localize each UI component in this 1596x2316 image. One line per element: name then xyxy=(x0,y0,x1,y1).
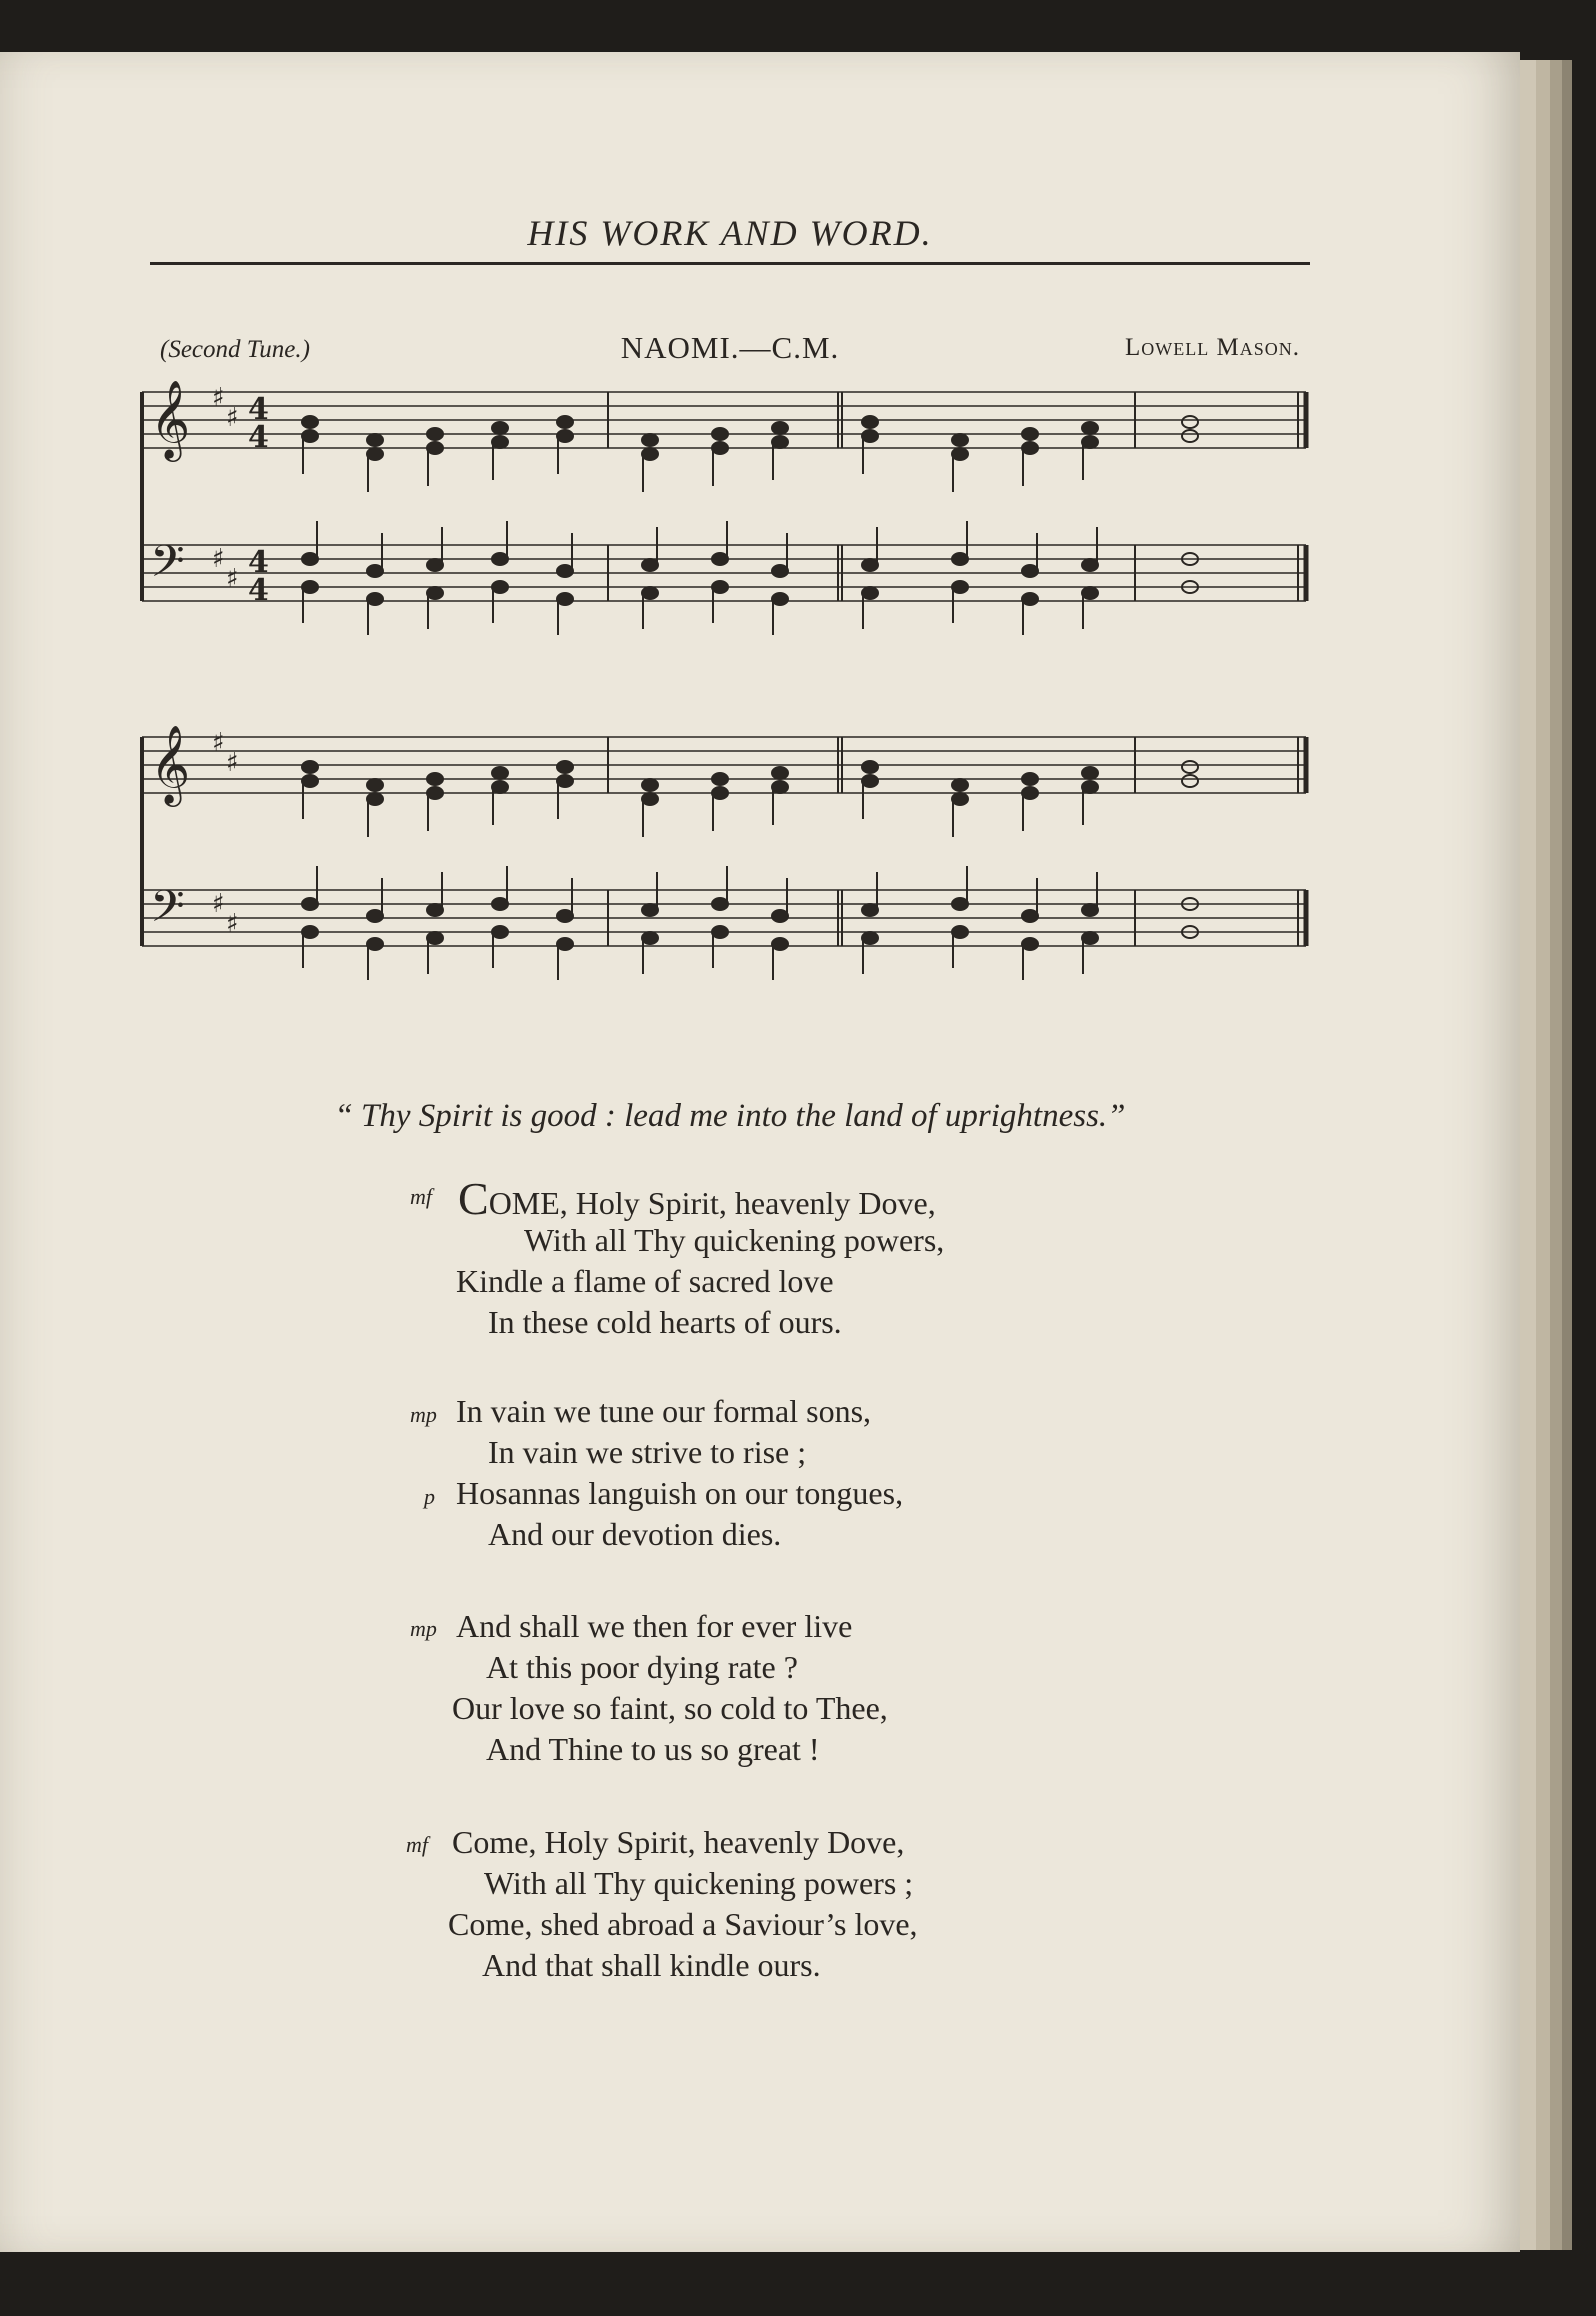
note-head xyxy=(367,793,383,805)
time-signature-top: 4 xyxy=(248,392,269,427)
tune-label: (Second Tune.) xyxy=(160,336,310,363)
bass-clef: 𝄢 xyxy=(150,880,185,943)
note-head xyxy=(367,434,383,446)
note-head xyxy=(1082,422,1098,434)
note-head xyxy=(1022,787,1038,799)
note-head xyxy=(1022,565,1038,577)
note-head xyxy=(712,581,728,593)
key-sharp: ♯ xyxy=(226,909,239,939)
note-head xyxy=(1082,781,1098,793)
verse-line: Come, shed abroad a Saviour’s love, xyxy=(448,1906,918,1942)
music-staff-system xyxy=(130,725,1320,1015)
note-head xyxy=(642,932,658,944)
note-head xyxy=(1082,436,1098,448)
note-head xyxy=(862,761,878,773)
note-head xyxy=(492,422,508,434)
dynamic-mark: p xyxy=(424,1484,435,1509)
note-head xyxy=(952,434,968,446)
treble-clef: 𝄞 xyxy=(150,380,191,459)
note-head xyxy=(772,422,788,434)
note-head xyxy=(642,559,658,571)
note-head xyxy=(367,910,383,922)
verse-line: And shall we then for ever live xyxy=(456,1608,853,1644)
page-edge xyxy=(1536,60,1550,2250)
note-head xyxy=(642,904,658,916)
note-head xyxy=(557,593,573,605)
note-head xyxy=(712,442,728,454)
note-head xyxy=(302,898,318,910)
verse-line: In vain we strive to rise ; xyxy=(488,1434,807,1470)
note-head xyxy=(1082,767,1098,779)
header-rule xyxy=(150,262,1310,265)
note-head xyxy=(952,898,968,910)
key-sharp: ♯ xyxy=(212,889,225,919)
note-head xyxy=(367,565,383,577)
note-head xyxy=(427,587,443,599)
note-head xyxy=(1182,430,1198,442)
tune-name: NAOMI.—C.M. xyxy=(620,330,840,365)
note-head xyxy=(492,553,508,565)
key-sharp: ♯ xyxy=(226,564,239,594)
key-sharp: ♯ xyxy=(212,544,225,574)
dynamic-mark: mp xyxy=(410,1616,437,1641)
note-head xyxy=(302,581,318,593)
note-head xyxy=(557,430,573,442)
music-score-system-2 xyxy=(130,725,1320,1015)
verse-line: Our love so faint, so cold to Thee, xyxy=(452,1690,888,1726)
dynamic-mark: mf xyxy=(410,1184,432,1209)
note-head xyxy=(492,767,508,779)
note-head xyxy=(1022,910,1038,922)
note-head xyxy=(492,436,508,448)
running-header: HIS WORK AND WORD. xyxy=(527,213,933,253)
note-head xyxy=(862,416,878,428)
music-staff-system xyxy=(130,380,1320,670)
note-head xyxy=(492,898,508,910)
verse-line: In vain we tune our formal sons, xyxy=(456,1393,872,1429)
note-head xyxy=(1022,773,1038,785)
verse-line: And that shall kindle ours. xyxy=(482,1947,821,1983)
note-head xyxy=(557,938,573,950)
time-signature-bottom: 4 xyxy=(248,573,269,608)
note-head xyxy=(557,565,573,577)
note-head xyxy=(772,910,788,922)
note-head xyxy=(1182,416,1198,428)
note-head xyxy=(1082,587,1098,599)
page-edge xyxy=(1520,60,1536,2250)
note-head xyxy=(492,926,508,938)
note-head xyxy=(952,926,968,938)
note-head xyxy=(1082,932,1098,944)
note-head xyxy=(1182,775,1198,787)
note-head xyxy=(1022,428,1038,440)
note-head xyxy=(1022,593,1038,605)
note-head xyxy=(427,787,443,799)
note-head xyxy=(302,416,318,428)
note-head xyxy=(427,773,443,785)
note-head xyxy=(642,448,658,460)
verse-line: Come, Holy Spirit, heavenly Dove, xyxy=(452,1824,905,1860)
note-head xyxy=(712,428,728,440)
note-head xyxy=(302,553,318,565)
note-head xyxy=(772,767,788,779)
note-head xyxy=(302,926,318,938)
music-score-system-1 xyxy=(130,380,1320,670)
note-head xyxy=(427,428,443,440)
epigraph: “ Thy Spirit is good : lead me into the land of uprightness.” xyxy=(334,1098,1126,1134)
note-head xyxy=(1022,442,1038,454)
note-head xyxy=(952,448,968,460)
note-head xyxy=(1082,904,1098,916)
note-head xyxy=(712,773,728,785)
dynamic-mark: mp xyxy=(410,1402,437,1427)
note-head xyxy=(427,559,443,571)
verse-line: Hosannas languish on our tongues, xyxy=(456,1475,904,1511)
note-head xyxy=(952,553,968,565)
verse-line: And our devotion dies. xyxy=(488,1516,782,1552)
note-head xyxy=(1022,938,1038,950)
note-head xyxy=(642,587,658,599)
note-head xyxy=(862,587,878,599)
note-head xyxy=(642,434,658,446)
verse-line: With all Thy quickening powers ; xyxy=(484,1865,914,1901)
note-head xyxy=(642,779,658,791)
note-head xyxy=(772,781,788,793)
note-head xyxy=(1082,559,1098,571)
note-head xyxy=(367,779,383,791)
note-head xyxy=(952,581,968,593)
note-head xyxy=(557,775,573,787)
note-head xyxy=(862,430,878,442)
note-head xyxy=(712,787,728,799)
note-head xyxy=(642,793,658,805)
note-head xyxy=(952,779,968,791)
verse-line: In these cold hearts of ours. xyxy=(488,1304,842,1340)
note-head xyxy=(302,775,318,787)
dynamic-mark: mf xyxy=(406,1832,428,1857)
note-head xyxy=(427,442,443,454)
note-head xyxy=(952,793,968,805)
key-sharp: ♯ xyxy=(226,403,239,433)
note-head xyxy=(492,781,508,793)
note-head xyxy=(427,904,443,916)
tune-composer: Lowell Mason. xyxy=(1125,334,1300,361)
note-head xyxy=(862,932,878,944)
note-head xyxy=(862,559,878,571)
verse-line: At this poor dying rate ? xyxy=(486,1649,798,1685)
note-head xyxy=(367,938,383,950)
note-head xyxy=(772,436,788,448)
note-head xyxy=(712,926,728,938)
page-edge xyxy=(1550,60,1562,2250)
note-head xyxy=(1182,761,1198,773)
note-head xyxy=(367,448,383,460)
verse-line: With all Thy quickening powers, xyxy=(524,1222,945,1258)
note-head xyxy=(557,416,573,428)
note-head xyxy=(712,553,728,565)
note-head xyxy=(772,565,788,577)
treble-clef: 𝄞 xyxy=(150,725,191,804)
note-head xyxy=(492,581,508,593)
tune-heading xyxy=(160,330,1300,370)
note-head xyxy=(427,932,443,944)
key-sharp: ♯ xyxy=(212,728,225,758)
note-head xyxy=(557,910,573,922)
verse-line: Kindle a flame of sacred love xyxy=(456,1263,834,1299)
page-edge xyxy=(1562,60,1572,2250)
verse-line: COME, Holy Spirit, heavenly Dove, xyxy=(458,1173,936,1224)
note-head xyxy=(712,898,728,910)
key-sharp: ♯ xyxy=(212,383,225,413)
drop-cap: C xyxy=(458,1173,489,1224)
note-head xyxy=(862,904,878,916)
note-head xyxy=(302,430,318,442)
bass-clef: 𝄢 xyxy=(150,535,185,598)
note-head xyxy=(367,593,383,605)
note-head xyxy=(772,593,788,605)
note-head xyxy=(557,761,573,773)
note-head xyxy=(772,938,788,950)
time-signature-top: 4 xyxy=(248,545,269,580)
note-head xyxy=(302,761,318,773)
note-head xyxy=(862,775,878,787)
time-signature-bottom: 4 xyxy=(248,420,269,455)
verse-line: And Thine to us so great ! xyxy=(486,1731,820,1767)
key-sharp: ♯ xyxy=(226,748,239,778)
